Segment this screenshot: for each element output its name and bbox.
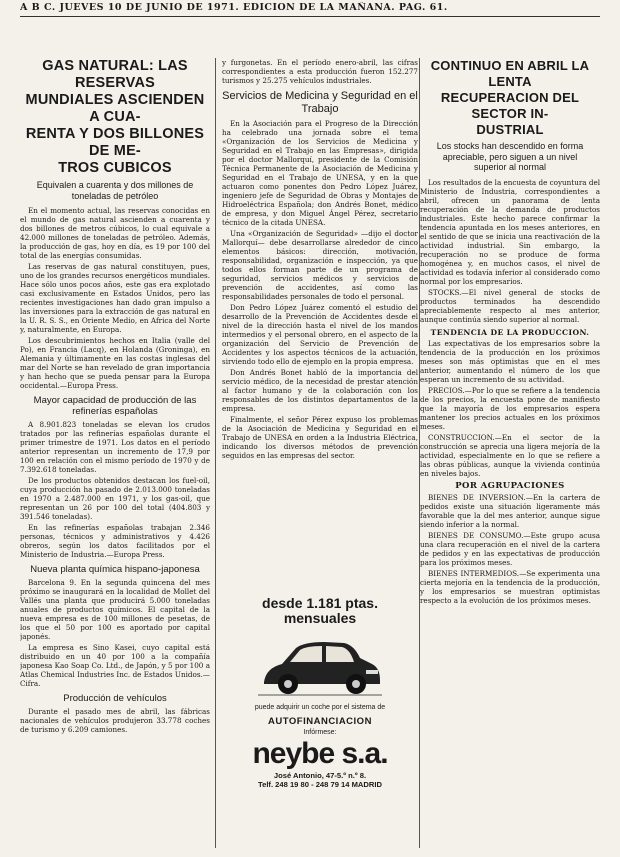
- article-paragraph: Finalmente, el señor Pérez expuso los problemas de la Asociación de Medicina y Seguridad en el Trabajo de UNESA en orden a la Industria Eléctrica, indicando los diversos métodos de prevención seguidos en las empresas del sector.: [222, 415, 418, 460]
- article-paragraph: CONSTRUCCION.—En el sector de la construcción se aprecia una ligera mejoría de la actividad, especialmente en lo que se refiere a las obras públicas, aunque la vivienda continúa en niveles bajos.: [420, 432, 600, 478]
- chemical-plant-headline: Nueva planta química hispano-japonesa: [30, 564, 200, 575]
- industry-deck: Los stocks han descendido en forma apreciable, pero siguen a un nivel superior al normal: [436, 141, 584, 172]
- car-illustration-icon: [254, 630, 386, 702]
- column-right: [420, 58, 600, 848]
- industry-headline: [420, 58, 600, 138]
- article-paragraph: En la Asociación para el Progreso de la Dirección ha celebrado una jornada sobre el tema «Organización de los Servicios de Medicina y Seguridad en el Trabajo en las Empresas», dirigida por el doctor Mallorquí, presidente de la Comisión Técnica Permanente de la Asociación de Medicina y Seguridad en el Trabajo de UNESA, y en la que actuaron como ponentes don Pedro López Juárez, ingeniero jefe de Seguridad de Obras y Montajes de Hidroeléctrica Española; don Andrés Bonet, médico de empresa, y don Miguel Ángel Pérez, secretario técnico de la citada UNESA.: [222, 119, 418, 227]
- headline-line: TROS CUBICOS: [58, 160, 172, 176]
- article-paragraph: BIENES INTERMEDIOS.—Se experimenta una cierta mejoría en la tendencia de la producción, y los empresarios se muestran optimistas respecto a la evolución de los próximos meses.: [420, 568, 600, 605]
- vehicles-headline: Producción de vehículos: [63, 693, 167, 704]
- article-paragraph: PRECIOS.—Por lo que se refiere a la tendencia de los precios, la encuesta pone de manifiesto que la mayoría de los empresarios espera mantener los precios actuales en los próximos meses.: [420, 385, 600, 431]
- article-paragraph: BIENES DE CONSUMO.—Este grupo acusa una clara recuperación en el nivel de la cartera de pedidos y en las expectativas de producción para los próximos meses.: [420, 530, 600, 567]
- article-paragraph: Las expectativas de los empresarios sobre la tendencia de la producción en los próximos meses son más optimistas que en el mes anterior, aumentando el número de los que esperan un incremento de su actividad.: [420, 338, 600, 384]
- article-paragraph: A 8.901.823 toneladas se elevan los crudos tratados por las refinerías españolas durante el primer trimestre de 1971. Los datos en el período anterior representan un incremento de 17,9 por 100 en relación con el mismo período de 1970 y de 7.392.618 toneladas.: [20, 420, 210, 474]
- gas-deck: Equivalen a cuarenta y dos millones de toneladas de petróleo: [36, 180, 194, 201]
- article-paragraph: Las reservas de gas natural constituyen, pues, uno de los grandes recursos energéticos mundiales. Hace sólo unos pocos años, este gas era explotado casi exclusivamente en Estados Unidos, pero las recientes investigaciones han dado gran impulso a las inversiones para la extracción de gas natural en la U. R. S. S., en Oriente Medio, en Africa del Norte y, naturalmente, en Europa.: [20, 262, 210, 334]
- article-paragraph: Barcelona 9. En la segunda quincena del mes próximo se inaugurará en la localidad de Mollet del Vallés una planta que producirá 5.000 toneladas anuales de productos químicos. El capital de la nueva empresa es de 100 millones de pesetas, de los que el 50 por 100 es aportado por capital japonés.: [20, 578, 210, 641]
- headline-line: DUSTRIAL: [476, 122, 544, 137]
- article-paragraph: STOCKS.—El nivel general de stocks de productos terminados ha descendido apreciablemente respecto al mes anterior, aunque continúa siendo superior al normal.: [420, 287, 600, 324]
- running-head: A B C. JUEVES 10 DE JUNIO DE 1971. EDICION DE LA MAÑANA. PAG. 61.: [20, 2, 600, 17]
- headline-line: RENTA Y DOS BILLONES DE ME-: [25, 126, 205, 159]
- headline-line: MUNDIALES ASCIENDEN A CUA-: [25, 92, 205, 125]
- ad-buy-text: puede adquirir un coche por el sistema de: [254, 704, 386, 711]
- refinery-headline: Mayor capacidad de producción de las refinerías españolas: [33, 395, 197, 417]
- ad-monthly: mensuales: [283, 610, 357, 626]
- article-paragraph: Los descubrimientos hechos en Italia (valle del Po), en Francia (Lacq), en Holanda (Groninga), en Alemania y últimamente en las costas inglesas del mar del Norte se han revelado de gran importancia y han hecho que se pueda pensar para la Europa occidental.—Europa Press.: [20, 336, 210, 390]
- article-paragraph: Don Pedro López Juárez comentó el estudio del desarrollo de la Prevención de Accidentes desde el nivel de la dirección hasta el nivel de los mandos intermedios y el personal obrero, en el aspecto de la organización del Servicio de Prevención de Accidentes y los aspectos técnicos de la actuación, sirviendo todo ello de ejemplo en la propia empresa.: [222, 303, 418, 366]
- article-paragraph: Los resultados de la encuesta de coyuntura del Ministerio de Industria, correspondientes a abril, ofrecen un panorama de lenta recuperación de la demanda de productos industriales. Este hecho parece confirmar la tendencia apuntada en los meses anteriores, en el sentido de que se inicia una reactivación de la actividad industrial. Sin embargo, la recuperación no se produce de forma homogénea y, en muchos casos, el nivel de actividad es todavía inferior al considerado como normal por los empresarios.: [420, 177, 600, 286]
- article-paragraph: Don Andrés Bonet habló de la importancia del servicio médico, de la necesidad de prestar atención al factor humano y de la colaboración con los responsables de los distintos departamentos de la empresa.: [222, 368, 418, 413]
- headline-line: RECUPERACION DEL SECTOR IN-: [440, 90, 580, 121]
- article-paragraph: Durante el pasado mes de abril, las fábricas nacionales de vehículos produjeron 33.778 coches de turismo y 6.209 camiones.: [20, 707, 210, 734]
- article-paragraph: En las refinerías españolas trabajan 2.346 personas, técnicos y administrativos y 4.426 obreros, según los datos facilitados por el Ministerio de Industria.—Europa Press.: [20, 523, 210, 559]
- car-advertisement: [224, 590, 416, 850]
- article-paragraph: De los productos obtenidos destacan los fuel-oil, cuya producción ha pasado de 2.013.000 toneladas en 1970 a 2.487.000 en 1971, y los gas-oil, que representan un 26 por 100 del total (404.803 y 391.546 toneladas).: [20, 476, 210, 521]
- article-paragraph: En el momento actual, las reservas conocidas en el mundo de gas natural ascienden a cuarenta y dos billones de metros cúbicos, lo cual equivale a 42.000 millones de toneladas de petróleo. Además, la producción de gas, hoy en día, es 19 por 100 del total de las energías consumidas.: [20, 206, 210, 260]
- ad-info: Infórmese:: [303, 729, 337, 736]
- column-left: [20, 58, 210, 848]
- headline-line: CONTINUO EN ABRIL LA LENTA: [430, 58, 590, 89]
- column-rule: [215, 58, 216, 848]
- headline-line: GAS NATURAL: LAS RESERVAS: [42, 58, 188, 91]
- article-paragraph: y furgonetas. En el período enero-abril, las cifras correspondientes a esta producción fueron 152.277 turismos y 25.275 vehículos industriales.: [222, 58, 418, 85]
- article-paragraph: Una «Organización de Seguridad» —dijo el doctor Mallorquí— debe desarrollarse alrededor de cinco elementos básicos: dirección, motivación, responsabilidad, organización e inspección, ya que todos ellos forman parte de un programa de seguridad, servicios médicos y servicios de prevención de accidentes, así como las responsabilidades personales de todo el personal.: [222, 229, 418, 301]
- section-subhead: TENDENCIA DE LA PRODUCCION.: [430, 327, 590, 337]
- section-subhead: POR AGRUPACIONES: [455, 480, 565, 491]
- gas-headline: [20, 58, 210, 177]
- ad-address: José Antonio, 47-5.º n.º 8.: [273, 771, 367, 780]
- ad-financing: AUTOFINANCIACION: [268, 716, 372, 727]
- column-middle: [222, 58, 418, 586]
- article-paragraph: BIENES DE INVERSION.—En la cartera de pedidos existe una situación ligeramente más favorable que la del mes anterior, aunque sigue siendo inferior a la normal.: [420, 492, 600, 529]
- article-paragraph: La empresa es Sino Kasei, cuyo capital está distribuido en un 40 por 100 a la compañía japonesa Kao Soap Co. Ltd., de Japón, y 5 por 100 a Atlas Chemical Industries Inc. de Estados Unidos.—Cifra.: [20, 643, 210, 688]
- ad-price: desde 1.181 ptas.: [262, 595, 378, 611]
- ad-brand-logo: neybe s.a.: [252, 737, 388, 770]
- ad-phone: Telf. 248 19 80 - 248 79 14 MADRID: [258, 780, 382, 789]
- medicine-headline: Servicios de Medicina y Seguridad en el Trabajo: [222, 90, 418, 115]
